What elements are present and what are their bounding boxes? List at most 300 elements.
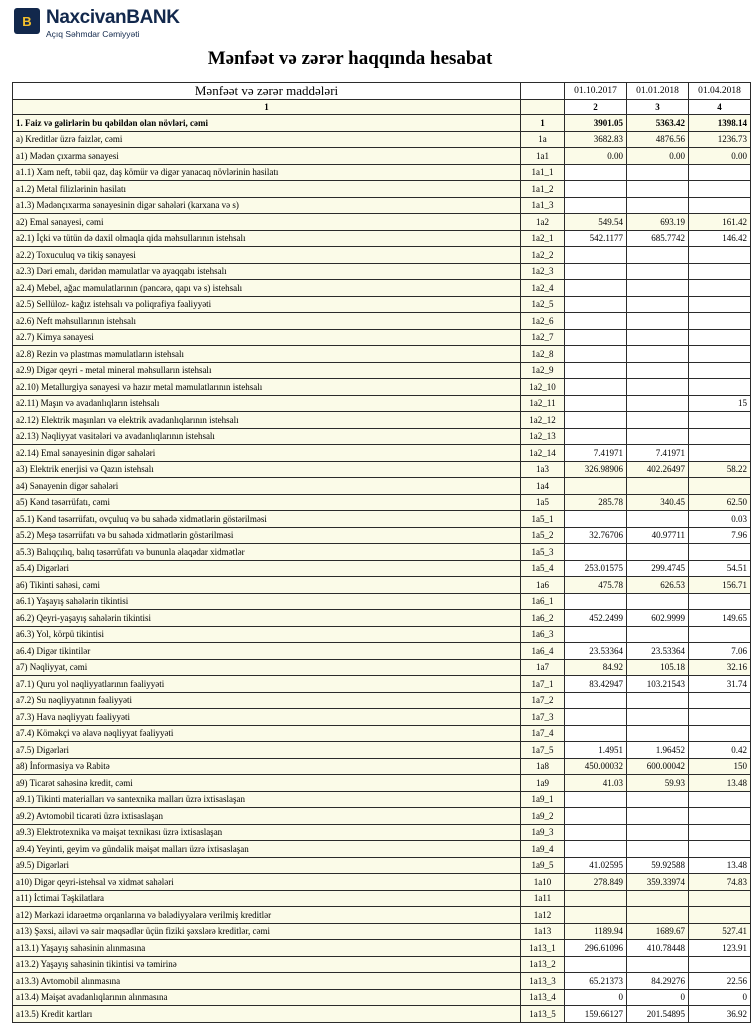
row-value-period-1 (565, 280, 627, 297)
row-description: a6.3) Yol, körpü tikintisi (13, 626, 521, 643)
table-row (13, 478, 751, 495)
bank-name (46, 8, 180, 27)
row-value-period-1 (565, 247, 627, 264)
table-row (13, 395, 751, 412)
row-value-period-2 (627, 181, 689, 198)
row-value-period-3 (689, 181, 751, 198)
row-code: 1a2_9 (521, 362, 565, 379)
table-row (13, 692, 751, 709)
column-header-period-3: 01.04.2018 (689, 83, 751, 100)
row-description: a2.14) Emal sənayesinin digər sahələri (13, 445, 521, 462)
table-row (13, 758, 751, 775)
table-row (13, 544, 751, 561)
row-value-period-1 (565, 593, 627, 610)
row-value-period-2: 4876.56 (627, 131, 689, 148)
row-value-period-1: 41.02595 (565, 857, 627, 874)
row-description: a5) Kənd təsərrüfatı, cəmi (13, 494, 521, 511)
row-code: 1a2_14 (521, 445, 565, 462)
row-code: 1a9_5 (521, 857, 565, 874)
row-value-period-3 (689, 626, 751, 643)
row-value-period-3: 74.83 (689, 874, 751, 891)
row-value-period-1 (565, 907, 627, 924)
row-description: a2.3) Dəri emalı, dəridən məmulatlar və ayaqqabı istehsalı (13, 263, 521, 280)
row-code: 1a9 (521, 775, 565, 792)
row-description: a1.2) Metal filizlərinin hasilatı (13, 181, 521, 198)
table-row (13, 131, 751, 148)
table-row (13, 230, 751, 247)
row-value-period-3 (689, 824, 751, 841)
table-row (13, 313, 751, 330)
row-value-period-2 (627, 544, 689, 561)
row-code: 1a7_1 (521, 676, 565, 693)
table-row (13, 115, 751, 132)
row-description: a2.5) Sellüloz- kağız istehsalı və poliqrafiya fəaliyyəti (13, 296, 521, 313)
report-table-wrapper (0, 82, 747, 1023)
row-value-period-2 (627, 709, 689, 726)
row-value-period-2 (627, 428, 689, 445)
row-description: a2.11) Maşın və avadanlıqların istehsalı (13, 395, 521, 412)
row-value-period-1: 1.4951 (565, 742, 627, 759)
row-value-period-2: 59.92588 (627, 857, 689, 874)
row-value-period-2 (627, 395, 689, 412)
row-code: 1a9_1 (521, 791, 565, 808)
row-code: 1a2_10 (521, 379, 565, 396)
row-description: a9.4) Yeyinti, geyim və gündəlik məişət malları üzrə ixtisaslaşan (13, 841, 521, 858)
row-description: a9.2) Avtomobil ticarəti üzrə ixtisaslaşan (13, 808, 521, 825)
bank-tagline: Açıq Səhmdar Cəmiyyəti (46, 29, 140, 39)
table-row (13, 923, 751, 940)
row-value-period-3: 62.50 (689, 494, 751, 511)
table-row (13, 197, 751, 214)
row-value-period-2 (627, 280, 689, 297)
row-code: 1a5_3 (521, 544, 565, 561)
row-value-period-3: 13.48 (689, 775, 751, 792)
table-row (13, 164, 751, 181)
row-value-period-1 (565, 197, 627, 214)
table-row (13, 626, 751, 643)
bank-name-part1: Naxcivan (46, 7, 127, 28)
row-description: a2.9) Digər qeyri - metal mineral məhsulların istehsalı (13, 362, 521, 379)
row-value-period-1 (565, 725, 627, 742)
row-value-period-1 (565, 329, 627, 346)
row-code: 1a1_1 (521, 164, 565, 181)
row-code: 1a9_4 (521, 841, 565, 858)
row-code: 1a2_3 (521, 263, 565, 280)
row-code: 1a6_3 (521, 626, 565, 643)
row-code: 1a2_5 (521, 296, 565, 313)
row-value-period-3 (689, 478, 751, 495)
row-value-period-3 (689, 329, 751, 346)
row-description: a13) Şəxsi, ailəvi və sair məqsədlər üçün fiziki şəxslərə kreditlər, cəmi (13, 923, 521, 940)
row-description: a2.6) Neft məhsullarının istehsalı (13, 313, 521, 330)
row-value-period-3 (689, 296, 751, 313)
row-value-period-1: 450.00032 (565, 758, 627, 775)
row-description: a1.3) Mədənçıxarma sənayesinin digər sahələri (karxana və s) (13, 197, 521, 214)
row-description: a7) Nəqliyyat, cəmi (13, 659, 521, 676)
row-value-period-2: 0.00 (627, 148, 689, 165)
table-row (13, 890, 751, 907)
table-row (13, 445, 751, 462)
table-row (13, 973, 751, 990)
row-description: a3) Elektrik enerjisi və Qazın istehsalı (13, 461, 521, 478)
table-head (13, 83, 751, 115)
row-value-period-2: 0 (627, 989, 689, 1006)
row-value-period-3 (689, 313, 751, 330)
row-code: 1a1_3 (521, 197, 565, 214)
table-row (13, 280, 751, 297)
row-value-period-1: 326.98906 (565, 461, 627, 478)
row-code: 1a5_4 (521, 560, 565, 577)
row-code: 1a13 (521, 923, 565, 940)
row-description: a13.2) Yaşayış sahəsinin tikintisi və təmirinə (13, 956, 521, 973)
row-value-period-2: 201.54895 (627, 1006, 689, 1023)
row-value-period-3: 22.56 (689, 973, 751, 990)
row-value-period-3 (689, 791, 751, 808)
row-value-period-2 (627, 329, 689, 346)
row-description: a9.3) Elektrotexnika və məişət texnikası üzrə ixtisaslaşan (13, 824, 521, 841)
row-value-period-2 (627, 890, 689, 907)
table-row (13, 593, 751, 610)
row-description: a7.3) Hava nəqliyyatı fəaliyyəti (13, 709, 521, 726)
table-row (13, 461, 751, 478)
row-value-period-3 (689, 890, 751, 907)
row-value-period-1: 84.92 (565, 659, 627, 676)
row-code: 1a10 (521, 874, 565, 891)
row-value-period-3: 31.74 (689, 676, 751, 693)
row-value-period-3 (689, 247, 751, 264)
table-row (13, 874, 751, 891)
table-row (13, 346, 751, 363)
table-row (13, 659, 751, 676)
row-value-period-1 (565, 395, 627, 412)
row-value-period-3: 0.03 (689, 511, 751, 528)
row-code: 1a5 (521, 494, 565, 511)
row-code: 1a8 (521, 758, 565, 775)
table-row (13, 1006, 751, 1023)
row-code: 1a12 (521, 907, 565, 924)
row-description: a13.4) Məişət avadanlıqlarının alınmasına (13, 989, 521, 1006)
row-value-period-1 (565, 428, 627, 445)
row-value-period-1 (565, 709, 627, 726)
column-header-code (521, 83, 565, 100)
row-value-period-1: 3682.83 (565, 131, 627, 148)
table-row (13, 742, 751, 759)
row-value-period-2 (627, 626, 689, 643)
row-value-period-3 (689, 164, 751, 181)
table-row (13, 725, 751, 742)
table-row (13, 989, 751, 1006)
row-description: a) Kreditlər üzrə faizlər, cəmi (13, 131, 521, 148)
table-row (13, 527, 751, 544)
row-value-period-3: 32.16 (689, 659, 751, 676)
row-description: a8) İnformasiya və Rabitə (13, 758, 521, 775)
row-value-period-1: 1189.94 (565, 923, 627, 940)
row-value-period-3 (689, 692, 751, 709)
table-row (13, 775, 751, 792)
row-value-period-2 (627, 197, 689, 214)
row-description: a10) Digər qeyri-istehsal və xidmət sahələri (13, 874, 521, 891)
row-value-period-2: 299.4745 (627, 560, 689, 577)
row-description: a13.3) Avtomobil alınmasına (13, 973, 521, 990)
row-value-period-2 (627, 841, 689, 858)
table-row (13, 214, 751, 231)
row-value-period-3: 1398.14 (689, 115, 751, 132)
row-description: a5.1) Kənd təsərrüfatı, ovçuluq və bu sahədə xidmətlərin göstərilməsi (13, 511, 521, 528)
row-value-period-3: 1236.73 (689, 131, 751, 148)
row-code: 1a2_12 (521, 412, 565, 429)
row-value-period-2 (627, 379, 689, 396)
row-value-period-2 (627, 808, 689, 825)
row-value-period-1: 549.54 (565, 214, 627, 231)
row-value-period-3 (689, 428, 751, 445)
row-value-period-2: 23.53364 (627, 643, 689, 660)
row-value-period-2 (627, 362, 689, 379)
row-code: 1a7 (521, 659, 565, 676)
row-value-period-3 (689, 593, 751, 610)
row-code: 1a6_2 (521, 610, 565, 627)
row-value-period-1 (565, 544, 627, 561)
row-value-period-3: 7.96 (689, 527, 751, 544)
row-value-period-2: 340.45 (627, 494, 689, 511)
row-value-period-3: 150 (689, 758, 751, 775)
table-row (13, 824, 751, 841)
row-description: a2.8) Rezin və plastmas məmulatların istehsalı (13, 346, 521, 363)
profit-loss-table (12, 82, 751, 1023)
row-value-period-2: 84.29276 (627, 973, 689, 990)
row-value-period-2: 105.18 (627, 659, 689, 676)
row-code: 1a13_2 (521, 956, 565, 973)
row-description: a1) Mədən çıxarma sənayesi (13, 148, 521, 165)
row-value-period-3 (689, 725, 751, 742)
row-code: 1a5_1 (521, 511, 565, 528)
row-value-period-3: 161.42 (689, 214, 751, 231)
row-value-period-1: 542.1177 (565, 230, 627, 247)
row-code: 1a11 (521, 890, 565, 907)
row-value-period-1 (565, 412, 627, 429)
row-value-period-1 (565, 362, 627, 379)
table-row (13, 494, 751, 511)
row-description: a5.2) Meşə təsərrüfatı və bu sahədə xidmətlərin göstərilməsi (13, 527, 521, 544)
row-code: 1a4 (521, 478, 565, 495)
row-description: a9.5) Digərləri (13, 857, 521, 874)
table-row (13, 263, 751, 280)
row-code: 1a7_2 (521, 692, 565, 709)
row-value-period-3: 15 (689, 395, 751, 412)
row-description: a1.1) Xam neft, təbii qaz, daş kömür və digər yanacaq növlərinin hasilatı (13, 164, 521, 181)
row-code: 1a1 (521, 148, 565, 165)
row-value-period-3: 13.48 (689, 857, 751, 874)
row-value-period-3: 149.65 (689, 610, 751, 627)
table-row (13, 296, 751, 313)
row-description: a7.5) Digərləri (13, 742, 521, 759)
row-value-period-3 (689, 412, 751, 429)
row-description: a7.2) Su nəqliyyatının fəaliyyəti (13, 692, 521, 709)
table-row (13, 907, 751, 924)
row-description: a2.7) Kimya sənayesi (13, 329, 521, 346)
row-value-period-1: 23.53364 (565, 643, 627, 660)
row-value-period-2: 1689.67 (627, 923, 689, 940)
row-description: a5.4) Digərləri (13, 560, 521, 577)
row-value-period-1: 7.41971 (565, 445, 627, 462)
row-value-period-1 (565, 692, 627, 709)
table-row (13, 362, 751, 379)
column-number-3: 2 (565, 100, 627, 115)
row-value-period-3 (689, 709, 751, 726)
row-value-period-1 (565, 164, 627, 181)
row-code: 1a2_4 (521, 280, 565, 297)
table-row (13, 181, 751, 198)
row-value-period-3 (689, 280, 751, 297)
row-value-period-1 (565, 824, 627, 841)
table-row (13, 610, 751, 627)
row-code: 1a7_3 (521, 709, 565, 726)
row-description: a13.1) Yaşayış sahəsinin alınmasına (13, 940, 521, 957)
row-description: a2.13) Nəqliyyat vasitələri və avadanlıqlarının istehsalı (13, 428, 521, 445)
column-number-5: 4 (689, 100, 751, 115)
column-header-period-2: 01.01.2018 (627, 83, 689, 100)
row-code: 1 (521, 115, 565, 132)
row-value-period-3: 7.06 (689, 643, 751, 660)
row-description: a2.4) Mebel, ağac məmulatlarının (pəncərə, qapı və s) istehsalı (13, 280, 521, 297)
bank-name-part2: BANK (126, 7, 180, 28)
row-value-period-2: 410.78448 (627, 940, 689, 957)
column-number-1: 1 (13, 100, 521, 115)
table-row (13, 577, 751, 594)
row-value-period-2: 359.33974 (627, 874, 689, 891)
row-value-period-3 (689, 808, 751, 825)
row-value-period-1: 83.42947 (565, 676, 627, 693)
row-code: 1a3 (521, 461, 565, 478)
row-value-period-1 (565, 956, 627, 973)
row-value-period-1 (565, 791, 627, 808)
row-code: 1a1_2 (521, 181, 565, 198)
row-value-period-2: 602.9999 (627, 610, 689, 627)
column-number-2 (521, 100, 565, 115)
row-description: a6) Tikinti sahəsi, cəmi (13, 577, 521, 594)
row-value-period-2 (627, 692, 689, 709)
row-code: 1a2_2 (521, 247, 565, 264)
row-value-period-1 (565, 808, 627, 825)
table-row (13, 808, 751, 825)
row-description: a9.1) Tikinti materialları və santexnika malları üzrə ixtisaslaşan (13, 791, 521, 808)
row-code: 1a2_6 (521, 313, 565, 330)
row-value-period-1: 253.01575 (565, 560, 627, 577)
row-value-period-3 (689, 263, 751, 280)
row-description: a2.2) Toxuculuq və tikiş sənayesi (13, 247, 521, 264)
row-code: 1a13_3 (521, 973, 565, 990)
page-title: Mənfəət və zərər haqqında hesabat (207, 48, 493, 69)
row-description: a5.3) Balıqçılıq, balıq təsərrüfatı və bununla əlaqədar xidmətlər (13, 544, 521, 561)
row-code: 1a9_2 (521, 808, 565, 825)
row-value-period-1: 0.00 (565, 148, 627, 165)
column-header-description: Mənfəət və zərər maddələri (13, 83, 521, 100)
row-value-period-2 (627, 725, 689, 742)
row-code: 1a2_1 (521, 230, 565, 247)
row-description: a2.10) Metallurgiya sənayesi və hazır metal məmulatlarının istehsalı (13, 379, 521, 396)
row-description: 1. Faiz və gəlirlərin bu qəbildən olan növləri, cəmi (13, 115, 521, 132)
row-value-period-1 (565, 263, 627, 280)
table-row (13, 412, 751, 429)
row-value-period-3: 0 (689, 989, 751, 1006)
table-body (13, 115, 751, 1023)
row-value-period-2 (627, 412, 689, 429)
row-value-period-3 (689, 841, 751, 858)
row-value-period-1 (565, 346, 627, 363)
row-value-period-1: 452.2499 (565, 610, 627, 627)
row-value-period-1: 0 (565, 989, 627, 1006)
row-value-period-1: 278.849 (565, 874, 627, 891)
table-row (13, 956, 751, 973)
row-value-period-1: 159.66127 (565, 1006, 627, 1023)
row-description: a6.4) Digər tikintilər (13, 643, 521, 660)
table-header-row (13, 83, 751, 100)
row-value-period-2 (627, 247, 689, 264)
table-row (13, 379, 751, 396)
row-code: 1a7_4 (521, 725, 565, 742)
row-value-period-2: 59.93 (627, 775, 689, 792)
row-description: a6.2) Qeyri-yaşayış sahələrin tikintisi (13, 610, 521, 627)
row-description: a7.4) Köməkçi və əlavə nəqliyyat fəaliyyəti (13, 725, 521, 742)
row-value-period-1 (565, 181, 627, 198)
row-value-period-1 (565, 313, 627, 330)
row-value-period-2 (627, 164, 689, 181)
table-row (13, 841, 751, 858)
row-value-period-1: 475.78 (565, 577, 627, 594)
row-value-period-2: 5363.42 (627, 115, 689, 132)
row-value-period-1: 41.03 (565, 775, 627, 792)
row-value-period-3: 146.42 (689, 230, 751, 247)
row-value-period-2 (627, 956, 689, 973)
row-code: 1a2_13 (521, 428, 565, 445)
row-description: a6.1) Yaşayış sahələrin tikintisi (13, 593, 521, 610)
row-code: 1a (521, 131, 565, 148)
row-value-period-2: 103.21543 (627, 676, 689, 693)
row-code: 1a13_4 (521, 989, 565, 1006)
row-value-period-3 (689, 445, 751, 462)
row-code: 1a2_11 (521, 395, 565, 412)
row-code: 1a6_4 (521, 643, 565, 660)
row-value-period-2: 1.96452 (627, 742, 689, 759)
row-code: 1a2_7 (521, 329, 565, 346)
table-row (13, 791, 751, 808)
row-value-period-3: 54.51 (689, 560, 751, 577)
table-row (13, 709, 751, 726)
row-code: 1a6 (521, 577, 565, 594)
row-value-period-1 (565, 511, 627, 528)
row-value-period-2 (627, 478, 689, 495)
row-value-period-2 (627, 907, 689, 924)
row-value-period-1 (565, 890, 627, 907)
row-value-period-3: 123.91 (689, 940, 751, 957)
row-value-period-3: 156.71 (689, 577, 751, 594)
row-code: 1a2_8 (521, 346, 565, 363)
table-row (13, 148, 751, 165)
row-description: a12) Mərkəzi idarəetmə orqanlarına və bələdiyyələrə verilmiş kreditlər (13, 907, 521, 924)
row-value-period-1 (565, 478, 627, 495)
table-column-number-row (13, 100, 751, 115)
row-code: 1a5_2 (521, 527, 565, 544)
row-value-period-3 (689, 362, 751, 379)
row-value-period-1 (565, 626, 627, 643)
row-value-period-1: 32.76706 (565, 527, 627, 544)
row-description: a4) Sənayenin digər sahələri (13, 478, 521, 495)
bank-logo-letter: B (22, 13, 32, 29)
bank-logo (0, 0, 700, 38)
table-row (13, 857, 751, 874)
row-value-period-2: 7.41971 (627, 445, 689, 462)
row-value-period-3: 58.22 (689, 461, 751, 478)
row-value-period-3: 0.42 (689, 742, 751, 759)
